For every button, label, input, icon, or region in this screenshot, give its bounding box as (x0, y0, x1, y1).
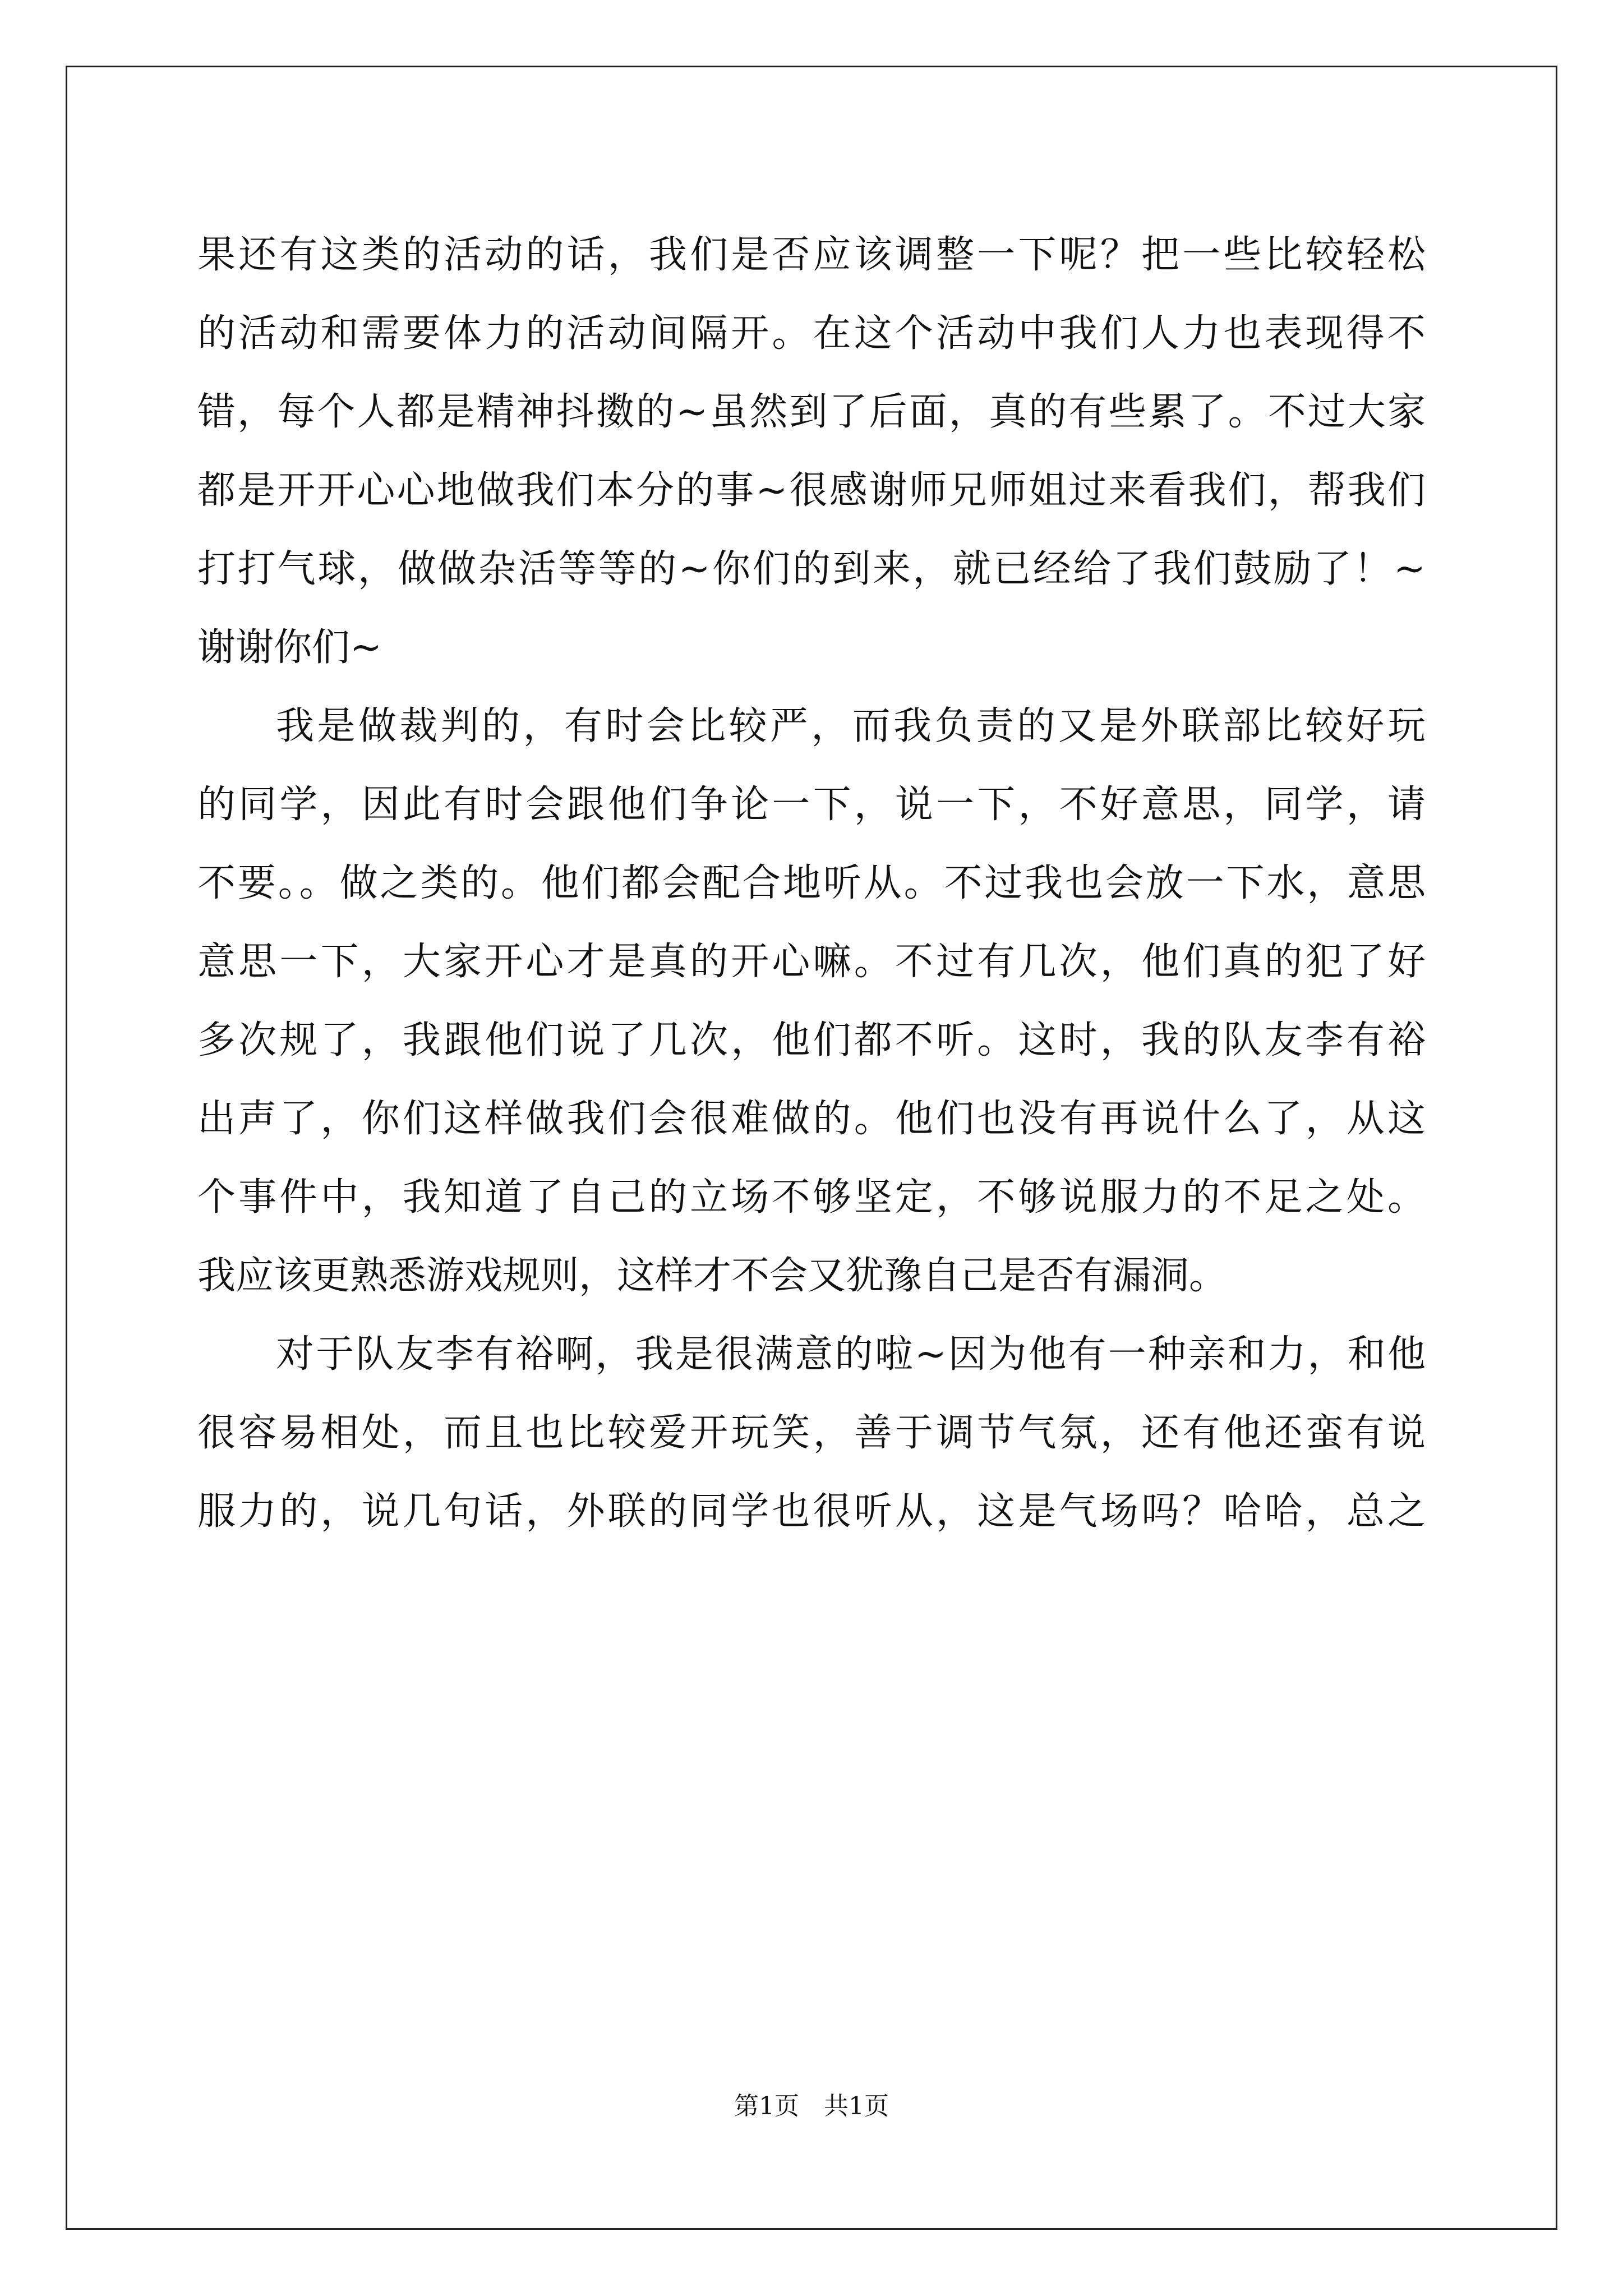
text-line: 我是做裁判的，有时会比较严，而我负责的又是外联部比较好玩 (276, 704, 1426, 748)
page-footer: 第1页 共1页 (734, 2092, 889, 2120)
text-line: 出声了，你们这样做我们会很难做的。他们也没有再说什么了，从这 (197, 1097, 1426, 1141)
text-line: 错，每个人都是精神抖擞的~虽然到了后面，真的有些累了。不过大家 (197, 390, 1426, 434)
text-line: 意思一下，大家开心才是真的开心嘛。不过有几次，他们真的犯了好 (197, 940, 1426, 984)
document-body (197, 216, 1426, 1551)
text-line: 谢谢你们~ (197, 625, 382, 670)
text-line: 很容易相处，而且也比较爱开玩笑，善于调节气氛，还有他还蛮有说 (197, 1411, 1426, 1455)
text-line: 个事件中，我知道了自己的立场不够坚定，不够说服力的不足之处。 (197, 1175, 1426, 1220)
text-line: 对于队友李有裕啊，我是很满意的啦~因为他有一种亲和力，和他 (276, 1332, 1426, 1377)
text-line: 服力的，说几句话，外联的同学也很听从，这是气场吗？哈哈，总之 (197, 1489, 1426, 1534)
text-line: 打打气球，做做杂活等等的~你们的到来，就已经给了我们鼓励了！~ (197, 547, 1426, 591)
text-line: 的活动和需要体力的活动间隔开。在这个活动中我们人力也表现得不 (197, 311, 1426, 356)
text-line: 多次规了，我跟他们说了几次，他们都不听。这时，我的队友李有裕 (197, 1018, 1426, 1062)
text-line: 的同学，因此有时会跟他们争论一下，说一下，不好意思，同学，请 (197, 783, 1426, 827)
text-line: 果还有这类的活动的话，我们是否应该调整一下呢？把一些比较轻松 (197, 233, 1426, 277)
text-line: 不要。。做之类的。他们都会配合地听从。不过我也会放一下水，意思 (197, 861, 1426, 905)
text-line: 都是开开心心地做我们本分的事~很感谢师兄师姐过来看我们，帮我们 (197, 468, 1426, 513)
text-line: 我应该更熟悉游戏规则，这样才不会又犹豫自己是否有漏洞。 (197, 1254, 1228, 1298)
